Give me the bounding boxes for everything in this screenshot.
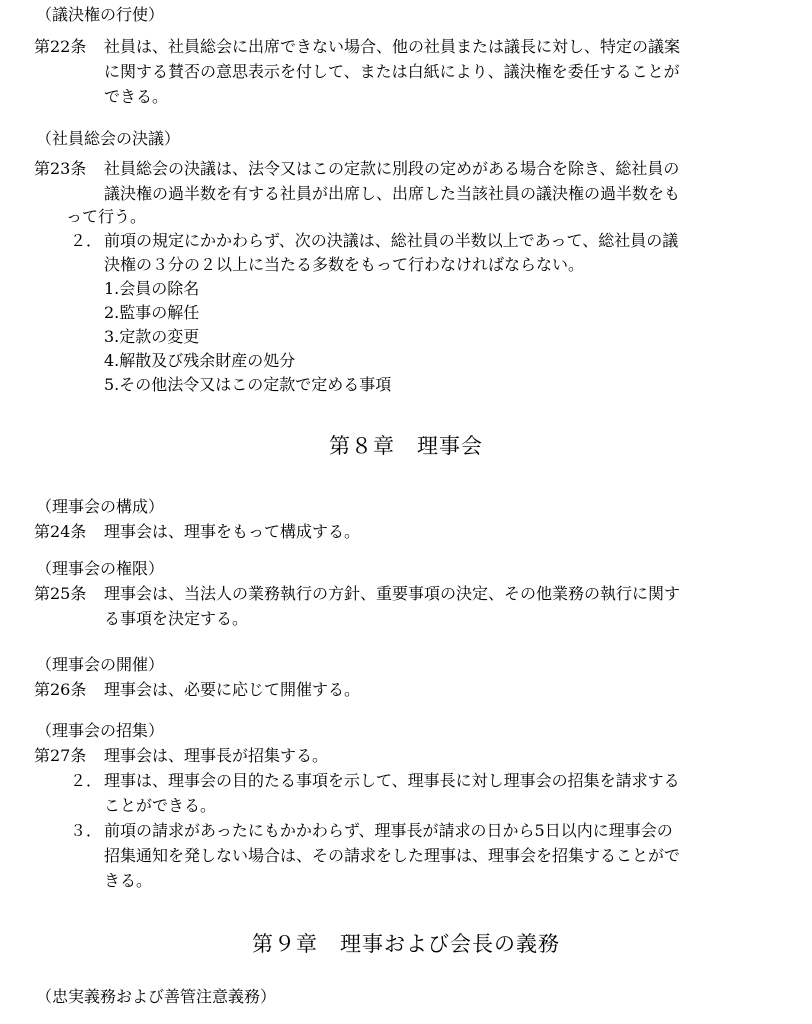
article-23-text-line-2: 議決権の過半数を有する社員が出席し、出席した当該社員の議決権の過半数をも bbox=[104, 184, 681, 203]
article-27-paragraph-3-number: ３． bbox=[70, 821, 103, 840]
article-27-paragraph-3-line-3: きる。 bbox=[104, 871, 153, 890]
article-23-text-line-1: 社員総会の決議は、法令又はこの定款に別段の定めがある場合を除き、総社員の bbox=[104, 159, 680, 178]
article-27-paragraph-2-line-1: 理事は、理事会の目的たる事項を示して、理事長に対し理事会の招集を請求する bbox=[104, 771, 680, 790]
article-23-paragraph-2-number: ２． bbox=[70, 231, 103, 250]
article-24-label: 第24条 bbox=[34, 522, 87, 541]
article-25-text-line-2: る事項を決定する。 bbox=[104, 609, 249, 628]
article-27-paragraph-2-number: ２． bbox=[70, 771, 103, 790]
article-25-text-line-1: 理事会は、当法人の業務執行の方針、重要事項の決定、その他業務の執行に関す bbox=[104, 584, 681, 603]
article-22-text-line-1: 社員は、社員総会に出席できない場合、他の社員または議長に対し、特定の議案 bbox=[104, 37, 681, 56]
article-28-heading: （忠実義務および善管注意義務） bbox=[36, 987, 277, 1006]
article-24-heading: （理事会の構成） bbox=[36, 497, 165, 516]
article-23-text-line-3: って行う。 bbox=[66, 207, 147, 226]
article-27-text-line-1: 理事会は、理事長が招集する。 bbox=[104, 746, 329, 765]
chapter-8-title: 第８章 理事会 bbox=[329, 434, 483, 458]
article-27-label: 第27条 bbox=[34, 746, 87, 765]
article-22-text-line-3: できる。 bbox=[104, 87, 169, 106]
article-25-heading: （理事会の権限） bbox=[36, 559, 165, 578]
list-item: 2.監事の解任 bbox=[104, 303, 200, 322]
article-22-text-line-2: に関する賛否の意思表示を付して、または白紙により、議決権を委任することが bbox=[104, 62, 680, 81]
article-22-heading: （議決権の行使） bbox=[36, 5, 165, 24]
list-item: 3.定款の変更 bbox=[104, 327, 200, 346]
article-26-text-line-1: 理事会は、必要に応じて開催する。 bbox=[104, 680, 361, 699]
article-23-paragraph-2-line-2: 決権の３分の２以上に当たる多数をもって行わなければならない。 bbox=[104, 255, 585, 274]
list-item: 4.解散及び残余財産の処分 bbox=[104, 351, 296, 370]
article-27-paragraph-2-line-2: ことができる。 bbox=[104, 796, 217, 815]
article-26-heading: （理事会の開催） bbox=[36, 655, 165, 674]
article-23-heading: （社員総会の決議） bbox=[36, 129, 181, 148]
article-26-label: 第26条 bbox=[34, 680, 87, 699]
article-23-label: 第23条 bbox=[34, 159, 87, 178]
list-item: 5.その他法令又はこの定款で定める事項 bbox=[104, 375, 392, 394]
list-item: 1.会員の除名 bbox=[104, 279, 200, 298]
article-27-heading: （理事会の招集） bbox=[36, 721, 165, 740]
article-22-label: 第22条 bbox=[34, 37, 87, 56]
article-23-paragraph-2-line-1: 前項の規定にかかわらず、次の決議は、総社員の半数以上であって、総社員の議 bbox=[104, 231, 679, 250]
article-25-label: 第25条 bbox=[34, 584, 87, 603]
article-24-text-line-1: 理事会は、理事をもって構成する。 bbox=[104, 522, 361, 541]
article-27-paragraph-3-line-1: 前項の請求があったにもかかわらず、理事長が請求の日から5日以内に理事会の bbox=[104, 821, 673, 840]
article-27-paragraph-3-line-2: 招集通知を発しない場合は、その請求をした理事は、理事会を招集することがで bbox=[104, 846, 681, 865]
chapter-9-title: 第９章 理事および会長の義務 bbox=[252, 932, 560, 956]
